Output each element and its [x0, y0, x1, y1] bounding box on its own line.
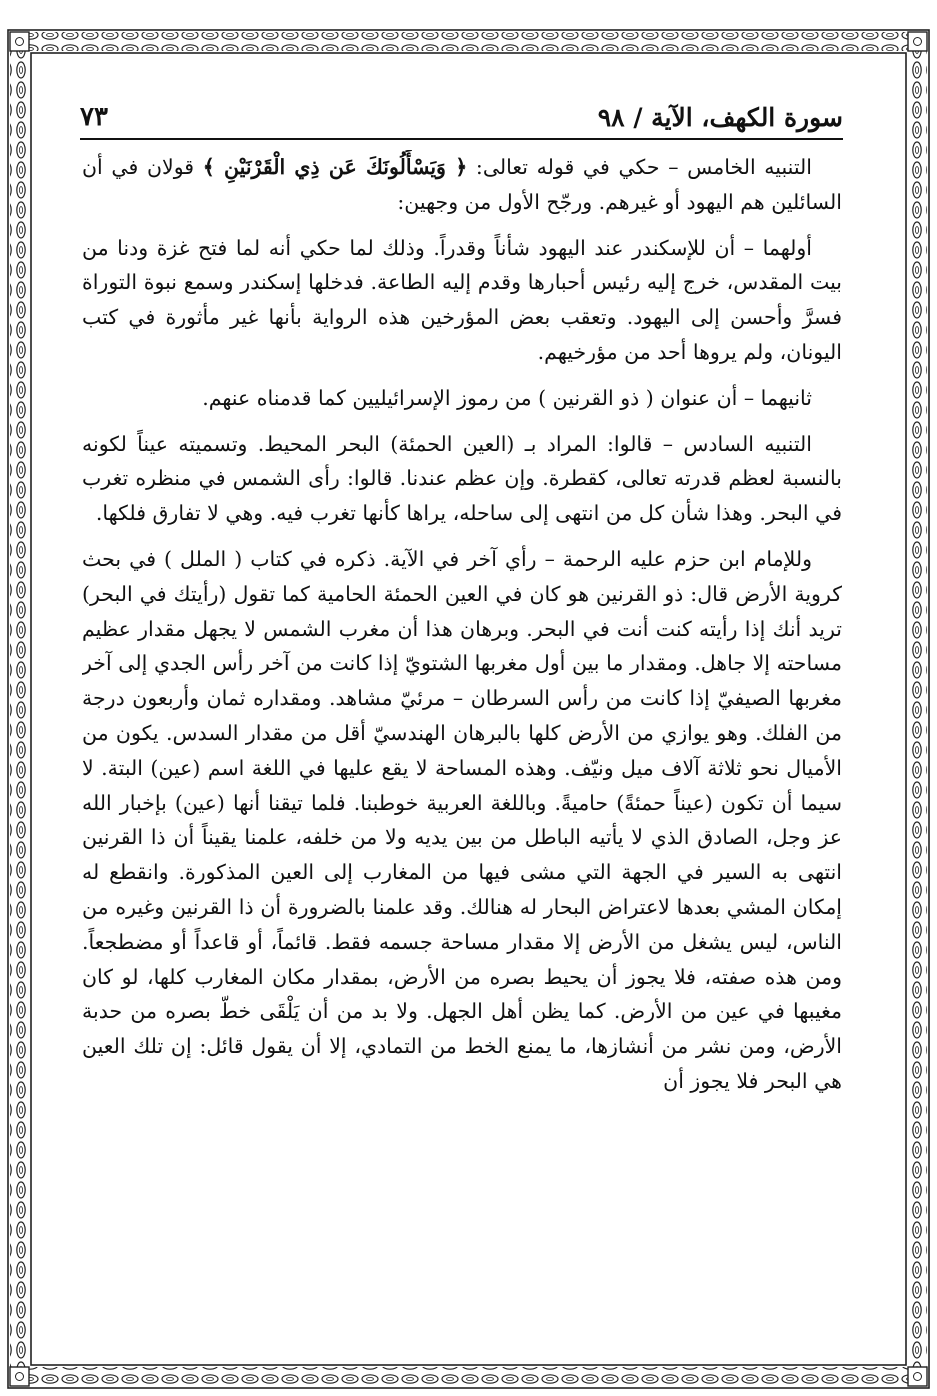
- page-number: ٧٣: [80, 102, 108, 132]
- page-body: [82, 150, 842, 1332]
- paragraph-ibn-hazm: وللإمام ابن حزم عليه الرحمة – رأي آخر في الآية. ذكره في كتاب ( الملل ) في بحث كروية الأرض قال: ذو القرنين هو كان في العين الحمئة الحامية كما تقول (رأيتك في البحر) تريد أنك إذا رأيته كنت أنت في البحر. وبرهان هذا أن مغرب الشمس لا يجهل مقدار عظيم مساحته إلا جاهل. ومقدار ما بين أول مغربها الشتويّ إذا كانت من آخر رأس الجدي إلى آخر مغربها الصيفيّ إذا كانت من رأس السرطان – مرئيّ مشاهد. ومقداره ثمان وأربعون درجة من الفلك. وهو يوازي من الأرض كلها بالبرهان الهندسيّ أقل من مقدار السدس. يكون من الأميال نحو ثلاثة آلاف ميل ونيّف. وهذه المساحة لا يقع عليها في اللغة اسم (عين) البتة. لا سيما أن تكون (عيناً حمئةً) حاميةً. وباللغة العربية خوطبنا. فلما تيقنا أنها (عين) بإخبار الله عز وجل، الصادق الذي لا يأتيه الباطل من بين يديه ولا من خلفه، علمنا يقيناً أن ذا القرنين انتهى به السير في الجهة التي مشى فيها من المغارب إلى العين المذكورة. وانقطع له إمكان المشي بعدها لاعتراض البحار له هنالك. وقد علمنا بالضرورة أن ذا القرنين وغيره من الناس، ليس يشغل من الأرض إلا مقدار مساحة جسمه فقط. قائماً، أو قاعداً أو مضطجعاً. ومن هذه صفته، فلا يجوز أن يحيط بصره من الأرض، بمقدار مكان المغارب كلها، لو كان مغيبها في عين من الأرض. كما يظن أهل الجهل. ولا بد من أن يَلْقَى خطّ بصره من حدبة الأرض، ومن نشر من أنشازها، ما يمنع الخط من التمادي، إلا أن يقول قائل: إن تلك العين هي البحر فلا يجوز أن: [82, 546, 842, 1093]
- paragraph-tanbih-5: [82, 150, 842, 220]
- paragraph-awwaluhuma: أولهما – أن للإسكندر عند اليهود شأناً وقدراً. وذلك لما حكي أنه لما فتح غزة ودنا من بيت المقدس، خرج إليه رئيس أحبارها وقدم إليه الطاعة. فدخلها إسكندر وسمع نبوة التوراة فسرَّ وأحسن إلى اليهود. وتعقب بعض المؤرخين هذه الرواية بأنها غير مأثورة في كتب اليونان، ولم يروها أحد من مؤرخيهم.: [82, 235, 842, 364]
- header-rule: [80, 138, 843, 140]
- paragraph-text: قولان في أن السائلين هم اليهود أو غيرهم. ورجّح الأول من وجهين:: [82, 155, 842, 214]
- paragraph-thanihuma: ثانيهما – أن عنوان ( ذو القرنين ) من رموز الإسرائيليين كما قدمناه عنهم.: [202, 385, 812, 410]
- running-title: سورة الكهف، الآية / ٩٨: [597, 103, 843, 132]
- quran-verse: ﴿ وَيَسْأَلُونَكَ عَن ذِي الْقَرْنَيْنِ ﴾: [202, 155, 468, 179]
- page-header: [80, 86, 843, 132]
- paragraph-text: التنبيه الخامس – حكي في قوله تعالى:: [467, 155, 812, 179]
- paragraph-tanbih-6: التنبيه السادس – قالوا: المراد بـ (العين الحمئة) البحر المحيط. وتسميته عيناً لكونه بالنسبة لعظم قدرته تعالى، كقطرة. وإن عظم عندنا. قالوا: رأى الشمس في منظره تغرب في البحر. وهذا شأن كل من انتهى إلى ساحله، يراها كأنها تغرب فيه. وهي لا تفارق فلكها.: [82, 431, 842, 526]
